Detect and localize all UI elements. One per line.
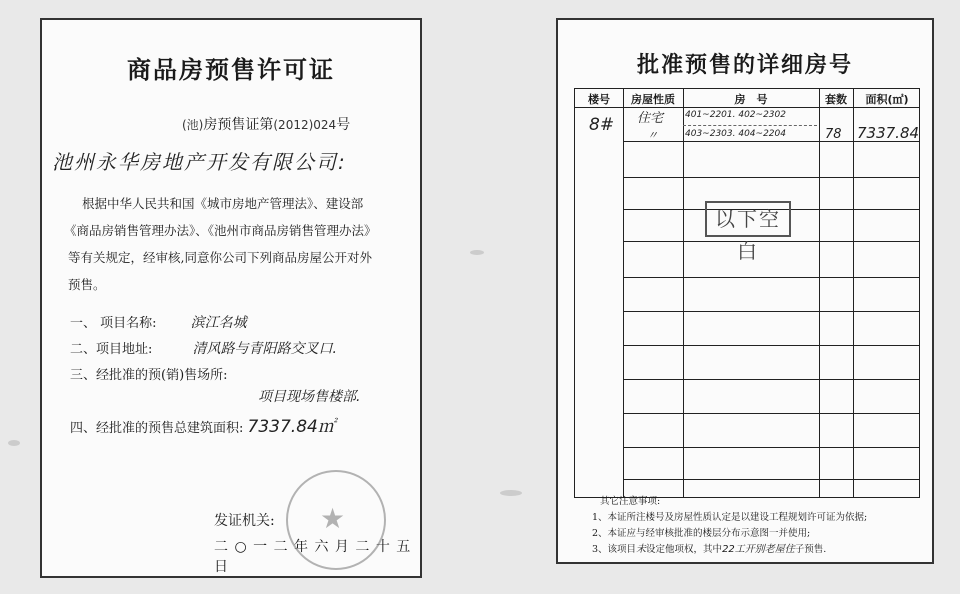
sheet-title: 批准预售的详细房号 [636, 53, 853, 78]
header-nature: 房屋性质 [631, 93, 675, 106]
note-handwriting: 未 [636, 544, 647, 555]
note-text: 3、该项目 [592, 544, 637, 555]
note-item: 1、本证所注楼号及房屋性质认定是以建设工程规划许可证为依据; [592, 512, 868, 523]
table-row-divider [623, 345, 919, 346]
cell-nature: 住宅 [637, 111, 664, 126]
scan-speck [500, 490, 522, 496]
cell-nature-ditto: 〃 [647, 129, 658, 142]
para-line: 《商品房销售管理办法》、《池州市商品房销售管理办法》 [64, 223, 377, 238]
table-row-divider [623, 479, 919, 480]
item-project-address [70, 338, 337, 358]
table-row-divider [575, 107, 919, 108]
item-label: 二、项目地址: [70, 342, 153, 357]
table-col-divider [683, 89, 684, 497]
cert-number-prefix: (池) [182, 118, 204, 132]
table-col-divider [819, 89, 820, 497]
header-area: 面积(㎡) [865, 93, 909, 106]
certificate-number [182, 114, 350, 134]
units-table [574, 88, 920, 498]
cert-number-suffix: 号 [336, 117, 351, 133]
cert-number-value: (2012)024 [273, 118, 337, 132]
table-row-divider [623, 311, 919, 312]
seal-star-icon: ★ [320, 502, 346, 535]
table-subrow-divider [683, 125, 817, 126]
note-item: 2、本证应与经审核批准的楼层分布示意图一并使用; [592, 528, 811, 539]
note-item-3 [592, 542, 867, 558]
cell-rooms-1: 401~2201. 402~2302 [685, 110, 786, 120]
cert-number-mid: 房预售证第 [203, 117, 274, 133]
item-label: 四、经批准的预售总建筑面积: [70, 421, 244, 436]
item-label: 一、 项目名称: [70, 316, 157, 331]
issuing-authority: 发证机关: [214, 513, 275, 529]
item-value: 清风路与青阳路交叉口. [192, 341, 337, 357]
cell-count: 78 [825, 127, 842, 142]
header-count: 套数 [825, 93, 847, 106]
presale-permit-certificate [40, 18, 422, 578]
table-row-divider [623, 241, 919, 242]
company-name: 池州永华房地产开发有限公司: [52, 150, 347, 174]
item-sales-place-value [258, 386, 360, 406]
item-total-area [70, 412, 335, 437]
approved-units-sheet [556, 18, 934, 564]
table-col-divider [853, 89, 854, 497]
para-line: 预售。 [68, 277, 106, 292]
header-building: 楼号 [588, 93, 610, 106]
table-row-divider [623, 177, 919, 178]
blank-below-stamp: 以下空白 [705, 201, 791, 237]
header-room-no: 房 号 [734, 93, 768, 106]
table-col-divider [623, 89, 624, 497]
item-project-name [70, 312, 247, 332]
issue-date: 二 ○ 一 二 年 六 月 二 十 五 日 [214, 539, 412, 575]
cell-rooms-2: 403~2303. 404~2204 [685, 129, 786, 139]
notes-section [592, 494, 867, 558]
notes-title: 其它注意事项: [600, 496, 661, 507]
para-line: 等有关规定，经审核,同意你公司下列商品房屋公开对外 [68, 250, 372, 265]
table-row-divider [623, 277, 919, 278]
table-row-divider [623, 447, 919, 448]
table-row-divider [623, 379, 919, 380]
certificate-title: 商品房预售许可证 [127, 56, 335, 84]
note-text: 子预售. [794, 544, 827, 555]
legal-basis-paragraph [64, 190, 404, 298]
para-line: 根据中华人民共和国《城市房地产管理法》、建设部 [82, 196, 364, 211]
cell-area: 7337.84 [857, 124, 920, 142]
item-label: 三、经批准的预(销)售场所: [70, 368, 228, 383]
cell-building: 8# [589, 115, 615, 135]
item-value: 7337.84㎡ [247, 417, 335, 437]
note-text: 设定他项权，其中 [646, 544, 723, 555]
table-row-divider [623, 413, 919, 414]
scan-speck [470, 250, 484, 255]
note-handwriting: 22工开别老屋住 [722, 544, 795, 555]
item-value: 滨江名城 [190, 315, 247, 331]
scan-speck [8, 440, 20, 446]
item-sales-place [70, 364, 228, 383]
item-value: 项目现场售楼部. [258, 389, 361, 405]
